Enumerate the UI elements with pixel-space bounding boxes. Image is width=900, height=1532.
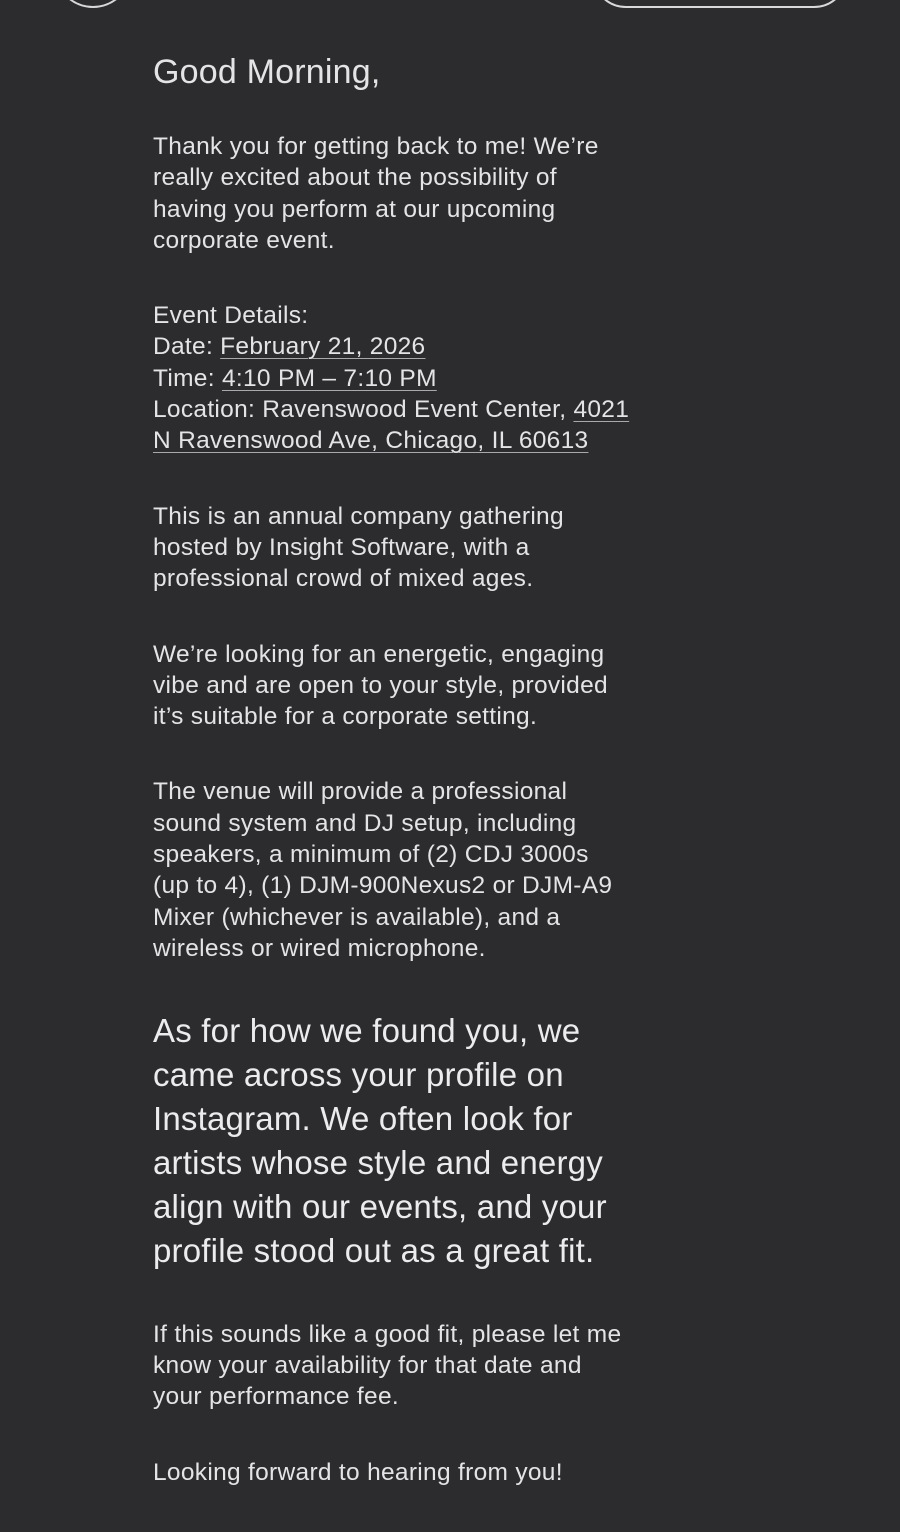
event-details (153, 300, 693, 456)
intro-line: corporate event. (153, 226, 335, 254)
availability-line: your performance fee. (153, 1383, 399, 1411)
venue-line: sound system and DJ setup, including (153, 809, 577, 837)
found-you-line: As for how we found you, we (153, 1012, 581, 1050)
vibe-line: We’re looking for an energetic, engaging (153, 640, 605, 668)
vibe-paragraph (153, 639, 693, 733)
event-time-row (153, 363, 693, 394)
venue-line: (up to 4), (1) DJM-900Nexus2 or DJM-A9 (153, 872, 613, 900)
event-location-row-2 (153, 425, 693, 456)
venue-line: Mixer (whichever is available), and a (153, 903, 561, 931)
found-you-line: align with our events, and your (153, 1187, 607, 1225)
intro-line: Thank you for getting back to me! We’re (153, 133, 599, 160)
intro-line: having you perform at our upcoming (153, 195, 556, 223)
event-date-row (153, 331, 693, 362)
gathering-line: professional crowd of mixed ages. (153, 565, 534, 593)
availability-line: know your availability for that date and (153, 1351, 582, 1379)
event-address-link-continued[interactable]: N Ravenswood Ave, Chicago, IL 60613 (153, 427, 589, 455)
found-you-paragraph (153, 1009, 693, 1272)
availability-paragraph (153, 1319, 693, 1413)
intro-line: really excited about the possibility of (153, 164, 557, 192)
availability-line: If this sounds like a good fit, please let me (153, 1320, 622, 1348)
intro-paragraph (153, 131, 693, 256)
event-details-heading: Event Details: (153, 302, 309, 330)
back-button[interactable] (54, 0, 132, 8)
found-you-line: came across your profile on (153, 1056, 564, 1094)
found-you-line: Instagram. We often look for (153, 1100, 573, 1138)
found-you-line: profile stood out as a great fit. (153, 1231, 595, 1269)
toolbar-actions-pill[interactable] (592, 0, 848, 8)
found-you-line: artists whose style and energy (153, 1143, 603, 1181)
venue-paragraph (153, 776, 693, 964)
event-time-label: Time: (153, 364, 222, 392)
event-date-label: Date: (153, 333, 221, 361)
closing-line: Looking forward to hearing from you! (153, 1458, 563, 1486)
gathering-paragraph (153, 501, 693, 595)
event-date-link[interactable]: February 21, 2026 (220, 333, 426, 361)
venue-line: wireless or wired microphone. (153, 934, 486, 962)
venue-line: The venue will provide a professional (153, 778, 568, 806)
event-address-link[interactable]: 4021 (573, 396, 630, 424)
vibe-line: vibe and are open to your style, provided (153, 671, 608, 699)
gathering-line: hosted by Insight Software, with a (153, 533, 530, 561)
email-body (153, 50, 693, 1532)
event-location-label: Location: Ravenswood Event Center, (153, 396, 574, 424)
gathering-line: This is an annual company gathering (153, 502, 564, 530)
venue-line: speakers, a minimum of (2) CDJ 3000s (153, 841, 589, 869)
greeting: Good Morning, (153, 53, 381, 91)
event-time-link[interactable]: 4:10 PM – 7:10 PM (221, 364, 437, 392)
event-location-row (153, 394, 693, 425)
vibe-line: it’s suitable for a corporate setting. (153, 703, 538, 731)
